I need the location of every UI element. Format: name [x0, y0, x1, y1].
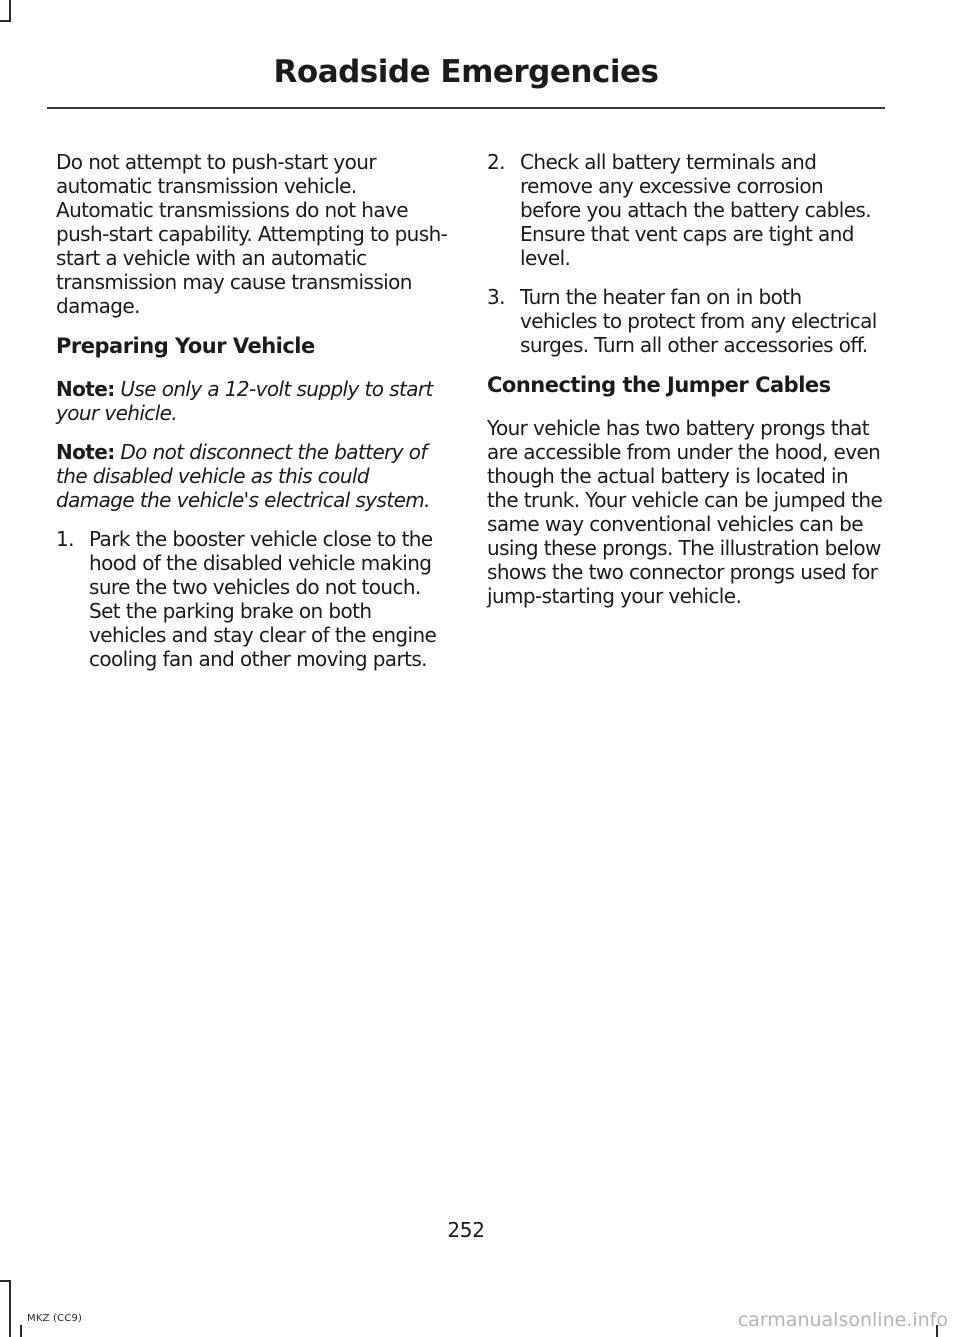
section-title: Roadside Emergencies [273, 54, 659, 90]
crop-mark-bottom-left-tick [20, 1325, 22, 1337]
step-number: 2. [487, 150, 505, 174]
crop-mark-top-left-vertical [9, 0, 11, 22]
step-item [487, 150, 883, 270]
right-column [487, 150, 883, 623]
step-text: Check all battery terminals and remove any excessive corrosion before you attach the battery cables. Ensure that vent caps are tight and level. [520, 150, 871, 270]
step-number: 3. [487, 285, 505, 309]
step-text: Turn the heater fan on in both vehicles to protect from any electrical surges. Turn all other accessories off. [520, 285, 877, 357]
header-divider [47, 107, 885, 109]
body-paragraph: Your vehicle has two battery prongs that are accessible from under the hood, even though the actual battery is located in the trunk. Your vehicle can be jumped the same way conventional vehicles can be using these prongs. The illustration below shows the two connector prongs used for jump-starting your vehicle. [487, 416, 883, 608]
crop-mark-bottom-left-horizontal [0, 1280, 11, 1282]
note-label: Note: [56, 377, 115, 401]
crop-mark-top-left-horizontal [0, 20, 11, 22]
heading-preparing-your-vehicle: Preparing Your Vehicle [56, 334, 315, 358]
left-column [56, 150, 451, 686]
footer-model-code: MKZ (CC9) [27, 1313, 83, 1324]
step-item [56, 527, 451, 671]
heading-connecting-jumper-cables: Connecting the Jumper Cables [487, 373, 831, 397]
step-text: Park the booster vehicle close to the hood of the disabled vehicle making sure the two vehicles do not touch. Set the parking brake on both vehicles and stay clear of the engine cooling fan and other moving parts. [89, 527, 437, 671]
page-number: 252 [447, 1218, 485, 1242]
watermark-link[interactable]: carmanualsonline.info [737, 1309, 948, 1331]
note-label: Note: [56, 440, 115, 464]
note-battery [56, 440, 451, 512]
step-item [487, 285, 883, 357]
step-number: 1. [56, 527, 74, 551]
note-voltage [56, 377, 451, 425]
intro-paragraph: Do not attempt to push-start your automatic transmission vehicle. Automatic transmissions do not have push-start capability. Attempting to push-start a vehicle with an automatic transmission may cause transmission damage. [56, 150, 448, 318]
crop-mark-bottom-left-vertical [9, 1280, 11, 1337]
note-text: Use only a 12-volt supply to start your vehicle. [56, 377, 433, 425]
note-text: Do not disconnect the battery of the disabled vehicle as this could damage the vehicle's electrical system. [56, 440, 430, 512]
